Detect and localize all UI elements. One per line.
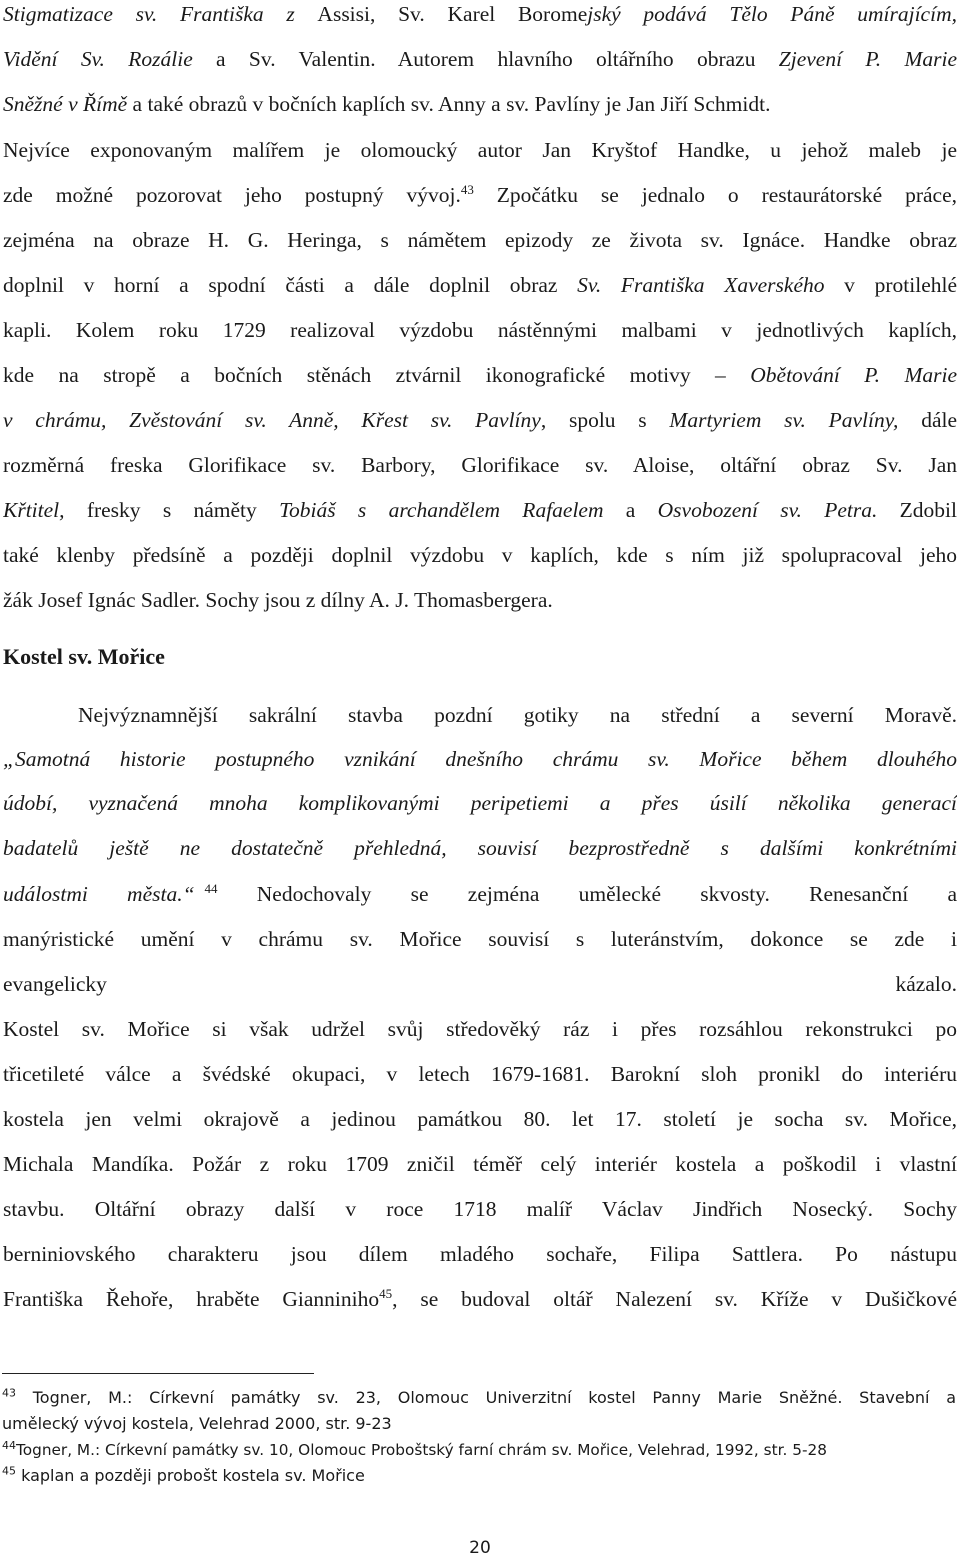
- text-line: [3, 880, 957, 908]
- footnote-45: [2, 1465, 956, 1487]
- quote-line: badatelů ještě ne dostatečně přehledná, souvisí bezprostředně s dalšími konkrétními: [3, 836, 957, 860]
- text-line: [3, 1285, 957, 1313]
- text-line: [3, 45, 957, 73]
- text-line: Kostel sv. Mořice si však udržel svůj středověký ráz i přes rozsáhlou rekonstrukci po: [3, 1017, 957, 1041]
- text-segment: doplnil v horní a spodní části a dále doplnil obraz: [3, 273, 578, 297]
- text-line: Nejvíce exponovaným malířem je olomoucký autor Jan Kryštof Handke, u jehož maleb je: [3, 138, 957, 162]
- text-line: [3, 406, 957, 434]
- text-segment: , spolu s: [540, 408, 670, 432]
- text-segment: Sněžné v Římě: [3, 92, 128, 116]
- footnote-44: [2, 1439, 956, 1461]
- text-line: [3, 271, 957, 299]
- footnote-43: [2, 1387, 956, 1409]
- text-segment: fresky s náměty: [64, 498, 280, 522]
- text-segment: Stigmatizace sv. Františka z: [3, 2, 318, 26]
- text-line: stavbu. Oltářní obrazy další v roce 1718 malíř Václav Jindřich Nosecký. Sochy: [3, 1197, 957, 1221]
- text-segment: Osvobození sv. Petra.: [657, 498, 878, 522]
- footnote-43-continued: umělecký vývoj kostela, Velehrad 2000, str. 9-23: [2, 1414, 392, 1433]
- text-line: berniniovského charakteru jsou dílem mladého sochaře, Filipa Sattlera. Po nástupu: [3, 1242, 957, 1266]
- text-line: [3, 90, 957, 118]
- text-line: [3, 970, 957, 998]
- quote-line: „Samotná historie postupného vznikání dnešního chrámu sv. Mořice během dlouhého: [3, 747, 957, 771]
- section-heading: Kostel sv. Mořice: [3, 644, 165, 669]
- text-line: [3, 361, 957, 389]
- text-line: také klenby předsíně a později doplnil výzdobu v kaplích, kde s ním již spolupracoval jeho: [3, 543, 957, 567]
- text-line: [3, 496, 957, 524]
- text-line: zejména na obraze H. G. Heringa, s námětem epizody ze života sv. Ignáce. Handke obraz: [3, 228, 957, 252]
- text-segment: a: [603, 498, 658, 522]
- text-segment: kde na stropě a bočních stěnách ztvárnil ikonografické motivy –: [3, 363, 751, 387]
- text-segment: evangelicky: [3, 972, 107, 996]
- text-segment: a také obrazů v bočních kaplích sv. Anny a sv. Pavlíny je Jan Jiří Schmidt.: [127, 92, 771, 116]
- text-line: žák Josef Ignác Sadler. Sochy jsou z dílny A. J. Thomasbergera.: [3, 588, 553, 612]
- footnote-number: 45: [2, 1465, 16, 1478]
- text-segment: Obětování P. Marie: [750, 363, 957, 387]
- text-segment: Křtitel,: [3, 498, 65, 522]
- footnote-text: Togner, M.: Církevní památky sv. 23, Olomouc Univerzitní kostel Panny Marie Sněžné. Stavební a: [16, 1388, 956, 1407]
- footnote-ref: 44: [204, 880, 218, 896]
- text-segment: v chrámu, Zvěstování sv. Anně, Křest sv. Pavlíny: [3, 408, 541, 432]
- text-segment: Sv. Františka Xaverského: [577, 273, 825, 297]
- text-segment: , se budoval oltář Nalezení sv. Kříže v Dušičkové: [392, 1287, 957, 1311]
- text-segment: Zpočátku se jednalo o restaurátorské práce,: [473, 183, 957, 207]
- text-segment: událostmi města.“: [3, 882, 195, 906]
- text-segment: Martyriem sv. Pavlíny,: [669, 408, 899, 432]
- text-line: Michala Mandíka. Požár z roku 1709 zničil téměř celý interiér kostela a poškodil i vlastní: [3, 1152, 957, 1176]
- footnote-text: kaplan a později probošt kostela sv. Mořice: [16, 1466, 365, 1485]
- text-line: [3, 0, 957, 28]
- page-number: 20: [469, 1538, 491, 1558]
- text-segment: jský podává Tělo Páně umírajícím,: [587, 2, 957, 26]
- text-line: Nejvýznamnější sakrální stavba pozdní gotiky na střední a severní Moravě.: [78, 703, 957, 727]
- footnote-separator: [2, 1373, 314, 1374]
- footnote-ref: 45: [379, 1285, 393, 1301]
- text-segment: Tobiáš s archandělem Rafaelem: [279, 498, 604, 522]
- text-line: kapli. Kolem roku 1729 realizoval výzdobu nástěnnými malbami v jednotlivých kaplích,: [3, 318, 957, 342]
- footnote-number: 43: [2, 1387, 16, 1400]
- text-segment: Assisi, Sv. Karel Borome: [317, 2, 588, 26]
- text-line: rozměrná freska Glorifikace sv. Barbory, Glorifikace sv. Aloise, oltářní obraz Sv. Jan: [3, 453, 957, 477]
- text-line: třicetileté válce a švédské okupaci, v letech 1679-1681. Barokní sloh pronikl do interiéru: [3, 1062, 957, 1086]
- text-segment: a Sv. Valentin. Autorem hlavního oltářního obrazu: [192, 47, 779, 71]
- footnote-text: Togner, M.: Církevní památky sv. 10, Olomouc Proboštský farní chrám sv. Mořice, Velehrad, 1992, str. 5-28: [16, 1441, 827, 1459]
- text-segment: dále: [898, 408, 957, 432]
- text-line: [3, 181, 957, 209]
- text-segment: zde možné pozorovat jeho postupný vývoj.: [3, 183, 461, 207]
- text-segment: kázalo.: [895, 972, 957, 996]
- text-segment: Vidění Sv. Rozálie: [3, 47, 193, 71]
- text-line: manýristické umění v chrámu sv. Mořice souvisí s luteránstvím, dokonce se zde i: [3, 927, 957, 951]
- footnote-number: 44: [2, 1439, 16, 1452]
- text-segment: Zdobil: [877, 498, 957, 522]
- footnote-ref: 43: [460, 181, 474, 197]
- text-segment: Františka Řehoře, hraběte Gianniniho: [3, 1287, 380, 1311]
- text-segment: v protilehlé: [824, 273, 957, 297]
- text-segment: Nedochovaly se zejména umělecké skvosty. Renesanční a: [217, 882, 957, 906]
- quote-line: údobí, vyznačená mnoha komplikovanými peripetiemi a přes úsilí několika generací: [3, 791, 957, 815]
- text-line: kostela jen velmi okrajově a jedinou památkou 80. let 17. století je socha sv. Mořice,: [3, 1107, 957, 1131]
- text-segment: Zjevení P. Marie: [778, 47, 957, 71]
